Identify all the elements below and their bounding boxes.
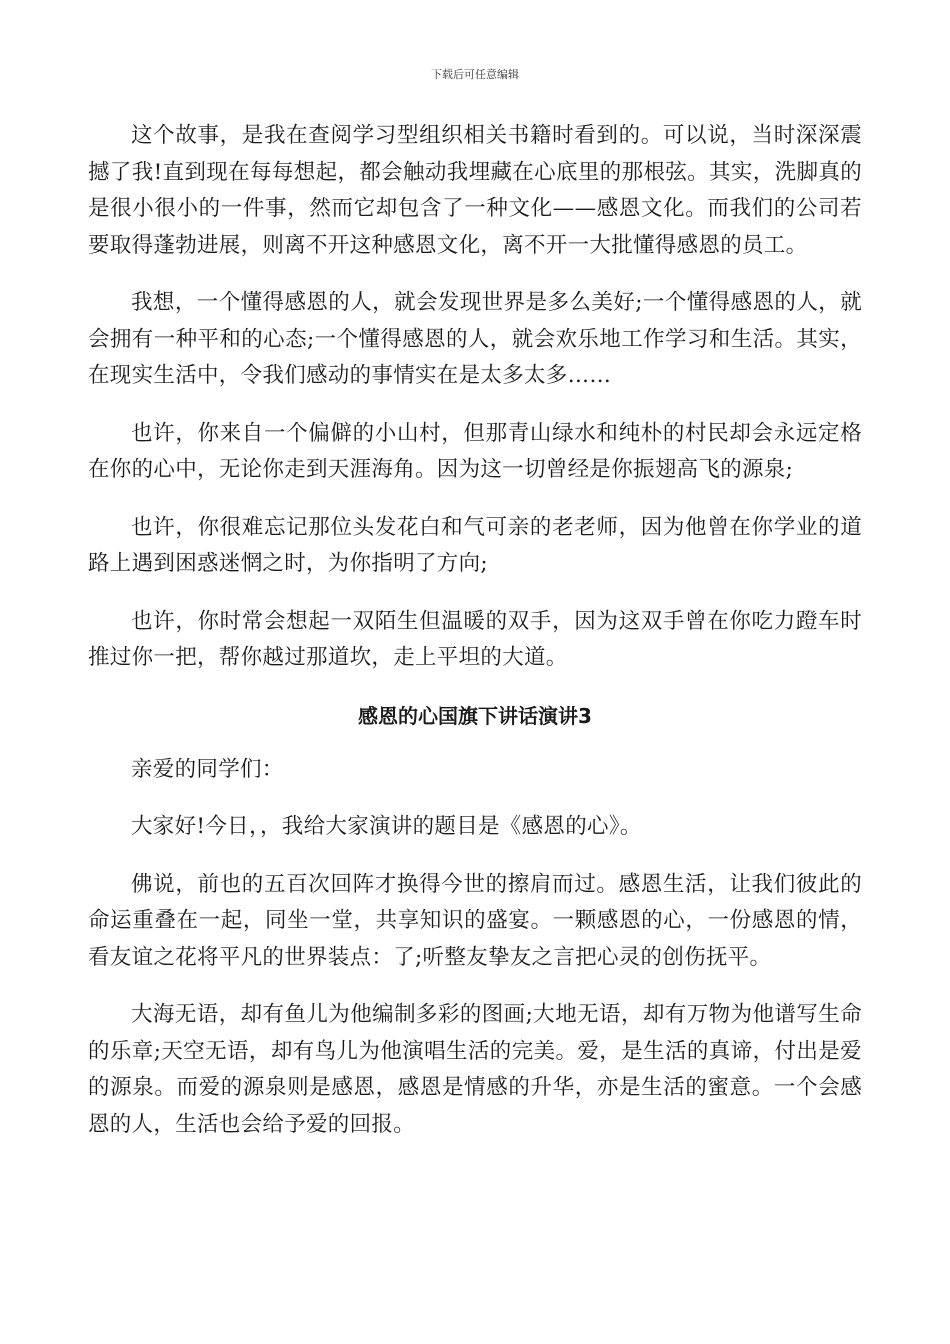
paragraph: 也许，你时常会想起一双陌生但温暖的双手，因为这双手曾在你吃力蹬车时推过你一把，帮你越过那道坎，走上平坦的大道。 <box>88 608 862 670</box>
paragraph: 大家好!今日，，我给大家演讲的题目是《感恩的心》。 <box>131 814 642 839</box>
paragraph: 这个故事，是我在查阅学习型组织相关书籍时看到的。可以说，当时深深震撼了我!直到现在每每想起，都会触动我埋藏在心底里的那根弦。其实，洗脚真的是很小很小的一件事，然而它却包含了一种文化——感恩文化。而我们的公司若要取得蓬勃进展，则离不开这种感恩文化，离不开一大批懂得感恩的员工。 <box>88 123 862 258</box>
paragraph: 我想，一个懂得感恩的人，就会发现世界是多么美好;一个懂得感恩的人，就会拥有一种平和的心态;一个懂得感恩的人，就会欢乐地工作学习和生活。其实，在现实生活中，令我们感动的事情实在是太多太多…… <box>88 290 862 388</box>
paragraph: 也许，你很难忘记那位头发花白和气可亲的老老师，因为他曾在你学业的道路上遇到困惑迷惘之时，为你指明了方向; <box>88 514 862 576</box>
section-title: 感恩的心国旗下讲话演讲3 <box>358 703 592 728</box>
paragraph: 亲爱的同学们： <box>131 756 284 782</box>
header-note: 下载后可任意编辑 <box>431 68 519 81</box>
document-body <box>88 118 862 1164</box>
paragraph: 佛说，前也的五百次回阵才换得今世的擦肩而过。感恩生活，让我们彼此的命运重叠在一起，同坐一堂，共享知识的盛宴。一颗感恩的心，一份感恩的情，看友谊之花将平凡的世界装点：了;听整友挚友之言把心灵的创伤抚平。 <box>88 871 862 970</box>
paragraph: 大海无语，却有鱼儿为他编制多彩的图画;大地无语，却有万物为他谱写生命的乐章;天空无语，却有鸟儿为他演唱生活的完美。爱，是生活的真谛，付出是爱的源泉。而爱的源泉则是感恩，感恩是情感的升华，亦是生活的蜜意。一个会感恩的人，生活也会给予爱的回报。 <box>88 1002 862 1137</box>
paragraph: 也许，你来自一个偏僻的小山村，但那青山绿水和纯朴的村民却会永远定格在你的心中，无论你走到天涯海角。因为这一切曾经是你振翅高飞的源泉; <box>88 420 862 482</box>
